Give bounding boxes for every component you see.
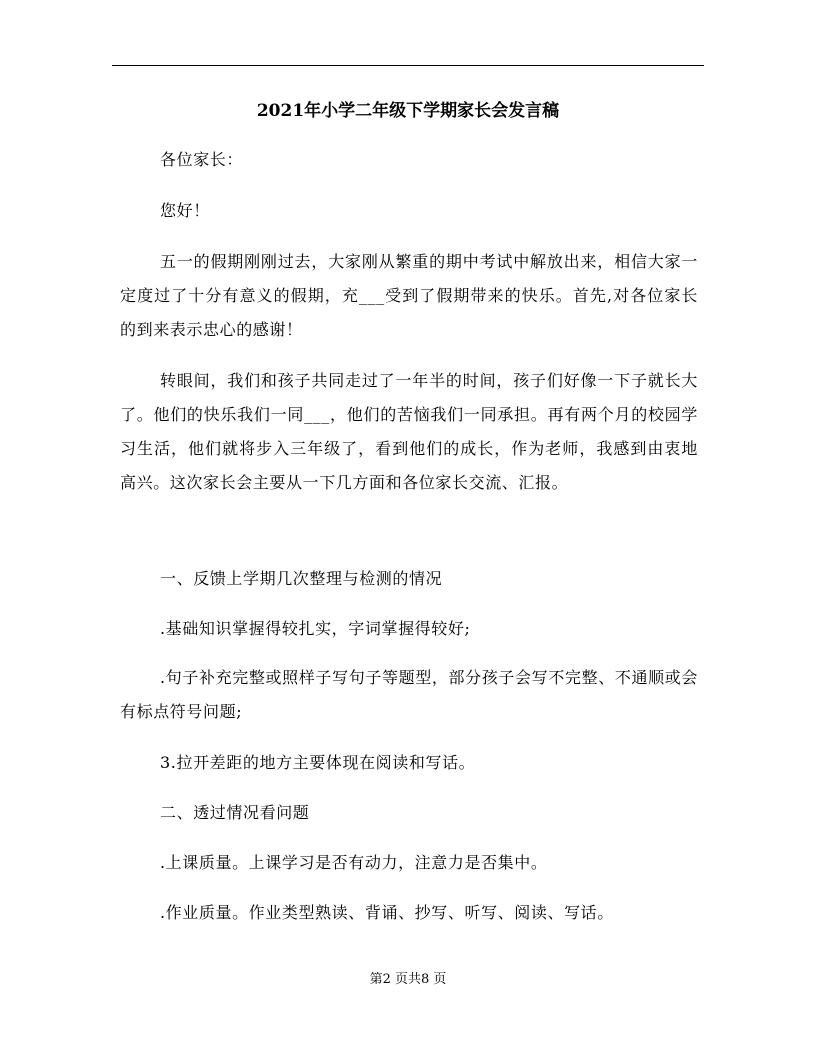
list-item-4: .上课质量。上课学习是否有动力，注意力是否集中。 [160,853,548,872]
header-rule [112,65,704,66]
section-heading-2: 二、透过情况看问题 [160,803,310,822]
greeting: 您好！ [160,201,210,220]
list-item-1: .基础知识掌握得较扎实，字词掌握得较好; [160,619,471,638]
list-item-5: .作业质量。作业类型熟读、背诵、抄写、听写、阅读、写话。 [160,903,614,922]
salutation: 各位家长： [160,150,244,169]
list-item-2: .句子补充完整或照样子写句子等题型，部分孩子会写不完整、不通顺或会有标点符号问题; [120,668,698,721]
section-heading-1: 一、反馈上学期几次整理与检测的情况 [160,569,443,588]
list-item-3: 3.拉开差距的地方主要体现在阅读和写话。 [160,753,476,772]
page-number: 第2 页共8 页 [369,972,447,987]
paragraph-body: 转眼间，我们和孩子共同走过了一年半的时间，孩子们好像一下子就长大了。他们的快乐我们一同___，他们的苦恼我们一同承担。再有两个月的校园学习生活，他们就将步入三年级了，看到他们的成长，作为老师，我感到由衷地高兴。这次家长会主要从一下几方面和各位家长交流、汇报。 [120,371,698,492]
paragraph-intro: 五一的假期刚刚过去，大家刚从繁重的期中考试中解放出来，相信大家一定度过了十分有意义的假期，充___受到了假期带来的快乐。首先,对各位家长的到来表示忠心的感谢！ [120,252,698,339]
document-title: 2021年小学二年级下学期家长会发言稿 [256,101,560,121]
